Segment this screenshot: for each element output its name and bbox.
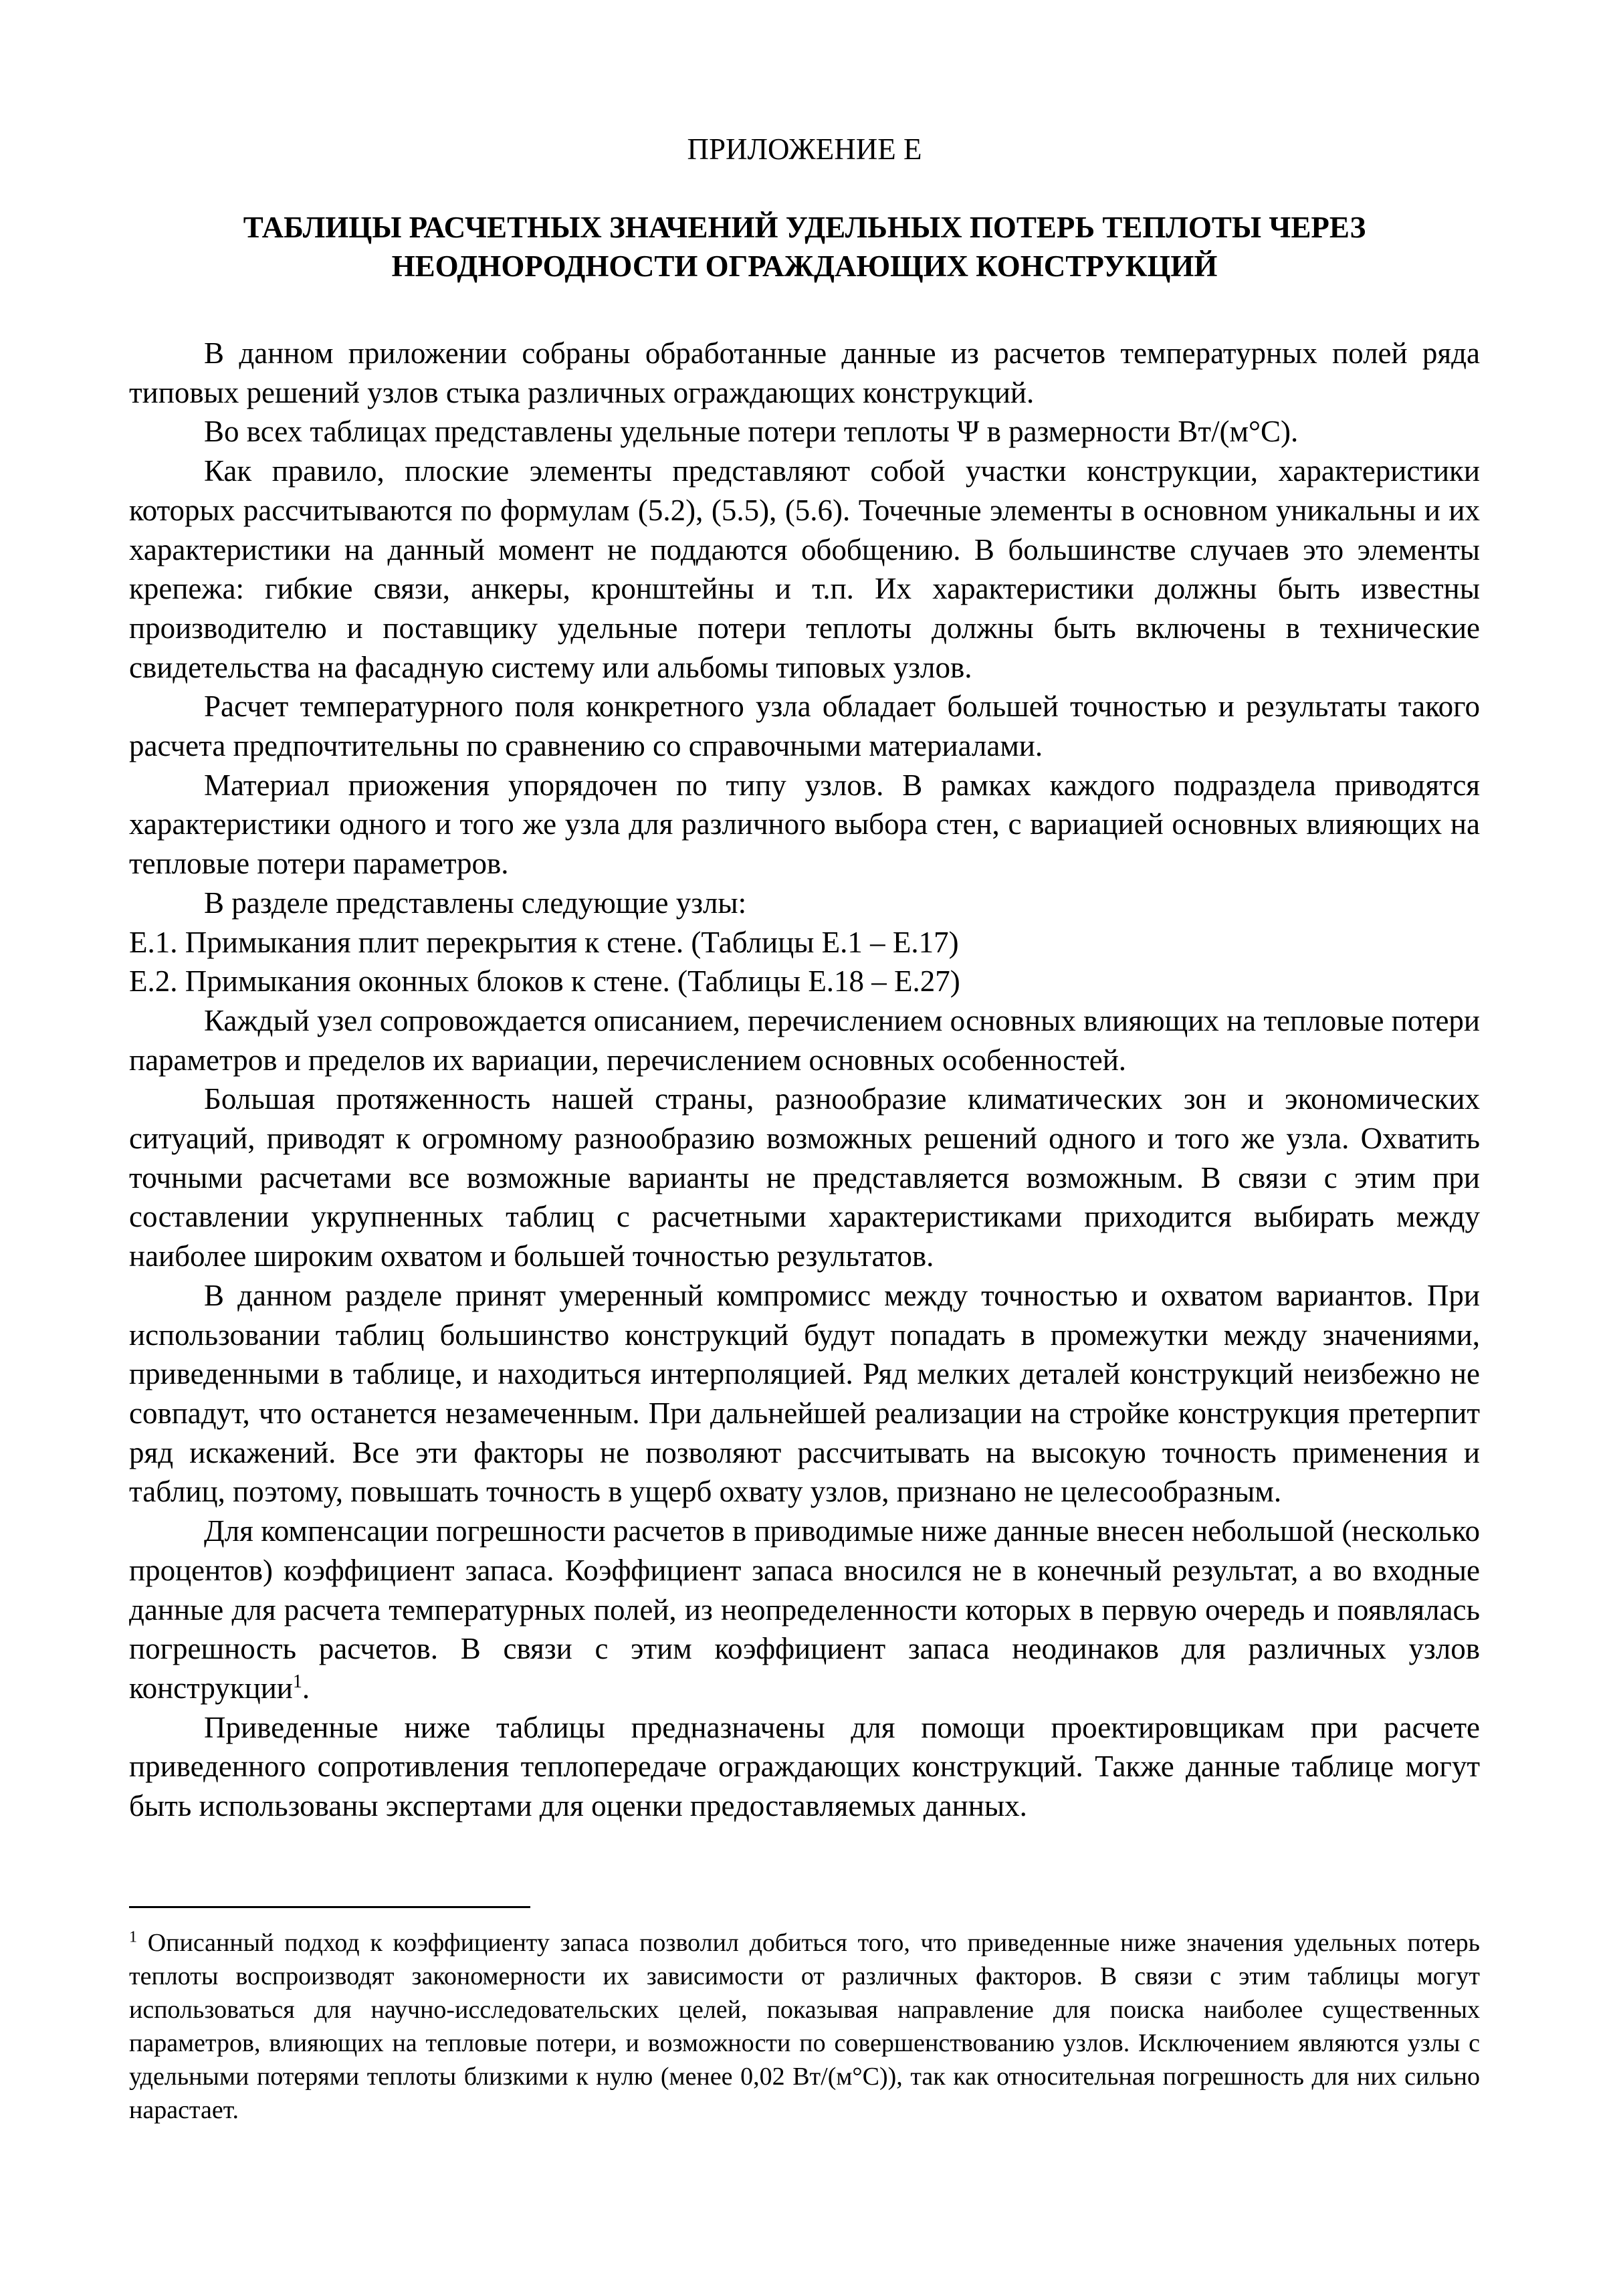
paragraph-compromise: В данном разделе принят умеренный компромисс между точностью и охватом вариантов. При использовании таблиц большинство конструкций будут попадать в промежутки между значениями, приведенными в таблице, и находиться интерполяцией. Ряд мелких деталей конструкций неизбежно не совпадут, что останется незамеченным. При дальнейшей реализации на стройке конструкция претерпит ряд искажений. Все эти факторы не позволяют рассчитывать на высокую точность применения и таблиц, поэтому, повышать точность в ущерб охвату узлов, признано не целесообразным. xyxy=(129,1278,1480,1509)
footnote-mark: 1 xyxy=(129,1928,137,1946)
paragraph-nodes-intro: В разделе представлены следующие узлы: xyxy=(204,885,747,920)
list-item-e1: Е.1. Примыкания плит перекрытия к стене. (Таблицы Е.1 – Е.17) xyxy=(129,925,959,959)
document-title-line-1: ТАБЛИЦЫ РАСЧЕТНЫХ ЗНАЧЕНИЙ УДЕЛЬНЫХ ПОТЕРЬ ТЕПЛОТЫ ЧЕРЕЗ xyxy=(243,211,1366,244)
paragraph-safety-factor-end: . xyxy=(302,1671,310,1705)
document-title-line-2: НЕОДНОРОДНОСТИ ОГРАЖДАЮЩИХ КОНСТРУКЦИЙ xyxy=(391,249,1218,283)
body-text xyxy=(129,334,1480,1826)
document-title xyxy=(129,208,1480,286)
paragraph-node-description: Каждый узел сопровождается описанием, перечислением основных влияющих на тепловые потери параметров и пределов их вариации, перечислением основных особенностей. xyxy=(129,1003,1480,1077)
paragraph-accuracy: Расчет температурного поля конкретного узла обладает большей точностью и результаты такого расчета предпочтительны по сравнению со справочными материалами. xyxy=(129,690,1480,763)
paragraph-country: Большая протяженность нашей страны, разнообразие климатических зон и экономических ситуаций, приводят к огромному разнообразию возможных решений одного и того же узла. Охватить точными расчетами все возможные варианты не представляется возможным. В связи с этим при составлении укрупненных таблиц с расчетными характеристиками приходится выбирать между наиболее широким охватом и большей точностью результатов. xyxy=(129,1082,1480,1273)
paragraph-organization: Материал приожения упорядочен по типу узлов. В рамках каждого подраздела приводятся характеристики одного и того же узла для различного выбора стен, с вариацией основных влияющих на тепловые потери параметров. xyxy=(129,768,1480,881)
footnote-divider xyxy=(129,1906,530,1908)
paragraph-purpose: Приведенные ниже таблицы предназначены для помощи проектировщикам при расчете приведенного сопротивления теплопередаче ограждающих конструкций. Также данные таблице могут быть использованы экспертами для оценки предоставляемых данных. xyxy=(129,1710,1480,1823)
appendix-label: ПРИЛОЖЕНИЕ Е xyxy=(687,132,922,166)
footnote-reference[interactable]: 1 xyxy=(292,1671,302,1692)
document-page xyxy=(129,130,1480,1826)
footnote xyxy=(129,1926,1480,2127)
paragraph-safety-factor xyxy=(129,1511,1480,1708)
list-item-e2: Е.2. Примыкания оконных блоков к стене. (Таблицы Е.18 – Е.27) xyxy=(129,964,960,999)
paragraph-units: Во всех таблицах представлены удельные потери теплоты Ψ в размерности Вт/(м°С). xyxy=(204,415,1299,449)
paragraph-intro: В данном приложении собраны обработанные данные из расчетов температурных полей ряда типовых решений узлов стыка различных ограждающих конструкций. xyxy=(129,336,1480,409)
paragraph-elements: Как правило, плоские элементы представляют собой участки конструкции, характеристики которых рассчитываются по формулам (5.2), (5.5), (5.6). Точечные элементы в основном уникальны и их характеристики на данный момент не поддаются обобщению. В большинстве случаев это элементы крепежа: гибкие связи, анкеры, кронштейны и т.п. Их характеристики должны быть известны производителю и поставщику удельные потери теплоты должны быть включены в технические свидетельства на фасадную систему или альбомы типовых узлов. xyxy=(129,454,1480,684)
footnote-text: Описанный подход к коэффициенту запаса позволил добиться того, что приведенные ниже значения удельных потерь теплоты воспроизводят закономерности их зависимости от различных факторов. В связи с этим таблицы могут использоваться для научно-исследовательских целей, показывая направление для поиска наиболее существенных параметров, влияющих на тепловые потери, и возможности по совершенствованию узлов. Исключением являются узлы с удельными потерями теплоты близкими к нулю (менее 0,02 Вт/(м°С)), так как относительная погрешность для них сильно нарастает. xyxy=(129,1929,1480,2124)
paragraph-safety-factor-text: Для компенсации погрешности расчетов в приводимые ниже данные внесен небольшой (несколько процентов) коэффициент запаса. Коэффициент запаса вносился не в конечный результат, а во входные данные для расчета температурных полей, из неопределенности которых в первую очередь и появлялась погрешность расчетов. В связи с этим коэффициент запаса неодинаков для различных узлов конструкции xyxy=(129,1514,1480,1705)
